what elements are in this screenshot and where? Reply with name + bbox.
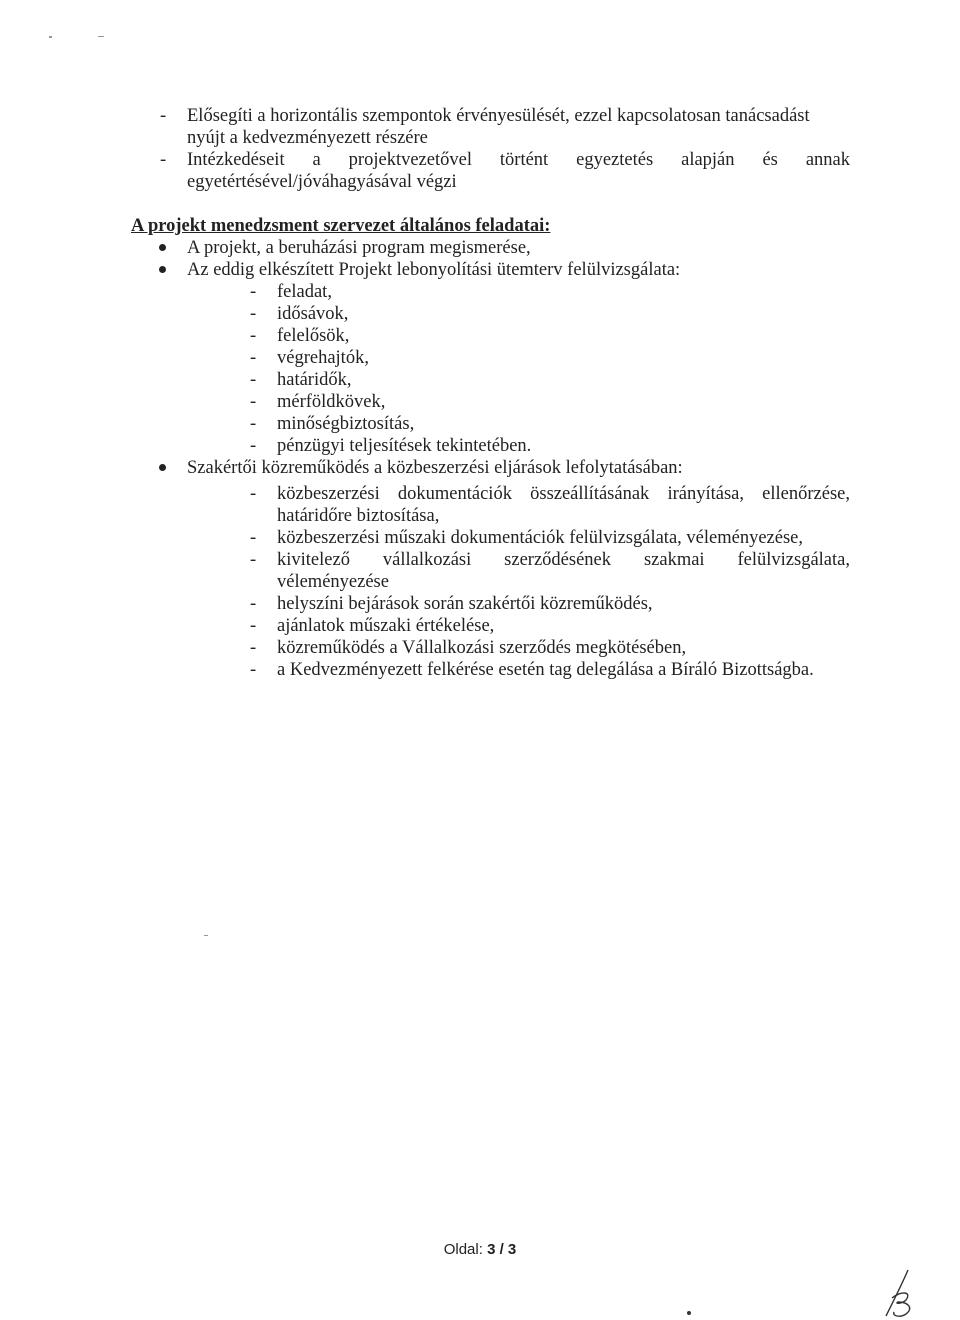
sub-item-biralo-bizottsag: a Kedvezményezett felkérése esetén tag delegálása a Bíráló Bizottságba. [277,660,814,680]
intro-item-2-line-2: egyetértésével/jóváhagyásával végzi [187,172,457,192]
intro-item-1-line-1: Elősegíti a horizontális szempontok érvényesülését, ezzel kapcsolatosan tanácsadást [187,106,810,126]
handwritten-initials-icon [872,1268,922,1320]
dash-marker: - [250,550,257,570]
dash-marker: - [250,414,257,434]
bullet-dot [159,244,166,251]
dash-marker: - [250,660,257,680]
dash-marker: - [250,392,257,412]
dash-marker: - [250,436,257,456]
bullet-1-text: A projekt, a beruházási program megismerése, [187,238,531,258]
sub-item-kivitelezo-line-2: véleményezése [277,572,389,592]
bullet-dot [159,266,166,273]
sub-item-dokumentacio-line-1: közbeszerzési dokumentációk összeállításának irányítása, ellenőrzése, [277,484,850,504]
sub-item-penzugyi: pénzügyi teljesítések tekintetében. [277,436,532,456]
scan-speck [687,1311,691,1315]
intro-item-2-line-1: Intézkedéseit a projektvezetővel történt egyeztetés alapján és annak [187,150,850,170]
sub-item-muszaki-dokumentacio: közbeszerzési műszaki dokumentációk felülvizsgálata, véleményezése, [277,528,803,548]
sub-item-kivitelezo-line-1: kivitelező vállalkozási szerződésének szakmai felülvizsgálata, [277,550,850,570]
sub-item-minosegbiztositas: minőségbiztosítás, [277,414,415,434]
sub-item-ajanlatok: ajánlatok műszaki értékelése, [277,616,495,636]
dash-marker: - [250,616,257,636]
dash-marker: - [250,304,257,324]
dash-marker: - [250,594,257,614]
scan-speck [204,935,208,936]
dash-marker: - [250,528,257,548]
page-footer [0,1241,960,1258]
sub-item-hataridok: határidők, [277,370,352,390]
intro-item-1-line-2: nyújt a kedvezményezett részére [187,128,428,148]
dash-marker: - [160,106,167,126]
footer-page-number: 3 / 3 [487,1241,517,1258]
sub-item-vegrehajtok: végrehajtók, [277,348,369,368]
dash-marker: - [160,150,167,170]
dash-marker: - [250,282,257,302]
sub-item-dokumentacio-line-2: határidőre biztosítása, [277,506,440,526]
dash-marker: - [250,348,257,368]
bullet-2-text: Az eddig elkészített Projekt lebonyolítási ütemterv felülvizsgálata: [187,260,681,280]
bullet-dot [159,464,166,471]
sub-item-szerzodes-megkotes: közreműködés a Vállalkozási szerződés megkötésében, [277,638,687,658]
dash-marker: - [250,638,257,658]
scan-speck [49,36,52,38]
bullet-3-text: Szakértői közreműködés a közbeszerzési eljárások lefolytatásában: [187,458,683,478]
section-heading: A projekt menedzsment szervezet általános feladatai: [131,216,551,236]
sub-item-idosavok: idősávok, [277,304,349,324]
dash-marker: - [250,484,257,504]
sub-item-felelosok: felelősök, [277,326,350,346]
sub-item-feladat: feladat, [277,282,332,302]
sub-item-merfoldkovek: mérföldkövek, [277,392,386,412]
dash-marker: - [250,370,257,390]
scan-speck [98,36,104,37]
footer-label: Oldal: [443,1241,483,1258]
dash-marker: - [250,326,257,346]
sub-item-helyszini-bejarasok: helyszíni bejárások során szakértői közreműködés, [277,594,653,614]
